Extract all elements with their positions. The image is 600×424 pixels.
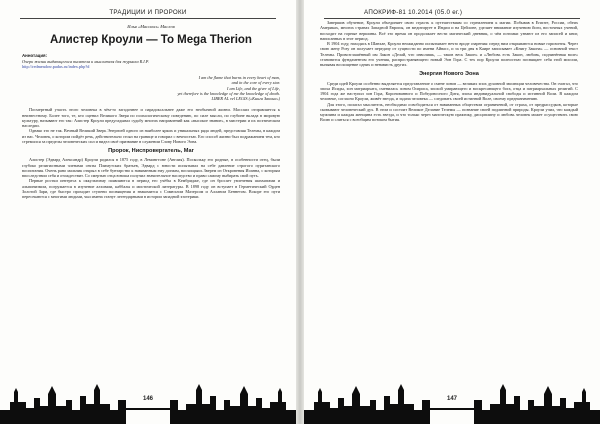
section-paragraph: Первые ростки интереса к оккультизму появляются в период его учёбы в Кембридже, где он бросает увлечения шахматами и альпинизмом, погружается в изучение алхимии, каббалы и мистической литературы. В 1898 году он вступает в Герметический Орден Золотой Зари, где быстро проходит ступени посвящения и знакомится с Сэмюэлом Мазерсом и Алланом Беннетом. Вскоре его пути пересекаются с многими людьми, чьи имена станут легендарными в истории западной эзотерики. xyxy=(22,178,280,199)
section-paragraph: Для этого, полагал мыслитель, необходимо освободиться от навязанных обществом ограничений, от страха, от предрассудков, которые сковывают человеческий дух. В этом и состоит Великое Делание Телемы — познание своей подлинной природы. Кроули учил, что каждый мужчина и каждая женщина есть звезда, и что только через магическую практику, дисциплину и любовь человек может осуществить свою Волю и слиться с всеобщим потоком бытия. xyxy=(320,101,578,123)
epigraph-line: I am Life, and the giver of Life, xyxy=(226,85,280,91)
body-paragraph: Завершив обучение, Кроули объединяет свою страсть к путешествиям со стремлением к магии. Побывав в Египте, России, обеих Америках, многих странах Западной Европы, он медитирует в Индии и на Цейлоне, уделяет внимание изучению йоги, восточных учений, восходит на горные вершины. Всё это время он продолжает вести магический дневник, о чём потомки узнают из его записей и книг, написанных в этот период. xyxy=(320,20,578,41)
epigraph-line: yet therefore is the knowledge of me the knowledge of death. xyxy=(177,90,280,96)
page-number-right: 147 xyxy=(446,396,457,402)
epigraph-line: and in the core of every star. xyxy=(231,80,280,86)
intro-paragraph: Однако это не так. Вечный Великий Зверь Энергией одного из наиболее ярких и уникальных ряда людей, представляя Телемы, в каждом из нас. Человек, о котором пойдёт речь, действительно стоял на границе и говорил с вечностью. Его способ жизни был подражанием тем, кто стремился за пределы человеческих сил и видел своё призвание в служении Слову Нового Эона. xyxy=(22,128,280,144)
right-page-content xyxy=(320,20,578,123)
author-line: Илья «Массаил» Маслов xyxy=(127,24,175,29)
book-gutter xyxy=(296,0,304,424)
section-heading-prophet: Пророк, Ниспровергатель, Маг xyxy=(108,148,194,154)
section-paragraph: Алистер (Эдвард Александр) Кроули родился в 1875 году, в Лемингтоне (Англия). Поскольку его родные, в особенности отец, были глубоко религиозными членами секты Плимутских братьев, Эдвард с юности испытывал на себе давление строгого пуританского воспитания. Очень рано мальчик открыл в себе бунтарство к навязанным ему догмам, восхищаясь Зверем из Откровения Иоанна, с которым впоследствии себя и отождествит. Со смертью отца юноша получил значительное наследство и право самому выбирать свой путь. xyxy=(22,157,280,178)
annotation-text: Очерк жизни выдающегося писателя и мыслителя для журнала R.I.P. xyxy=(22,58,149,64)
article-title: Алистер Кроули — To Mega Therion xyxy=(50,34,252,47)
city-skyline-decoration xyxy=(0,380,296,424)
section-heading-new-aeon: Энергия Нового Эона xyxy=(419,71,479,78)
annotation-link[interactable]: http://redmeadow.padus.ru/index.php?d xyxy=(22,63,90,69)
epigraph-line: I am the flame that burns in every heart of man, xyxy=(198,75,280,80)
city-skyline-decoration xyxy=(304,380,600,424)
left-page xyxy=(0,0,296,424)
running-head-left: ТРАДИЦИИ И ПРОРОКИ xyxy=(20,8,276,19)
intro-paragraph: Посмертный участь этого человека в чём-то загадочнее и парадоксальнее даже его необычной жизни. Массаил отправляется к неизвестному. Более того, те, кто оценил Великого Зверя по психологическому поведению, по силе мысли, по глубине вклада в мировую культуру, называют его так: Алистер Кроули предугадывал судьбу многих направлений как «высокое знание», в мистерии и их поэтическом наследии. xyxy=(22,107,280,128)
epigraph-source: LIBER AL vel LEGIS («Книга Закона») xyxy=(211,96,280,101)
right-page xyxy=(304,0,600,424)
page-number-left: 146 xyxy=(142,396,153,402)
left-page-content xyxy=(22,24,280,199)
running-head-right: АПОКРИФ-81 10.2014 (05.0 ег.) xyxy=(324,8,580,19)
epigraph xyxy=(22,75,280,101)
annotation-label: Аннотация: xyxy=(22,53,48,59)
body-paragraph: В 1904 году, находясь в Шанхае, Кроули неожиданно испытывает нечто вроде озарения: перед ним открываются новые горизонты. Через свою жену Розу он получает передачу от сущности по имени Айвасс, и за три дня в Каире записывает «Книгу Закона» — основной текст Телемы. Провозглашённый им Закон «Делай, что изволишь, — таков весь Закон» и «Любовь есть Закон, любовь, подчинённая воле» становится фундаментом его учения, распространяющего новый Эон Гора. С тех пор Кроули полностью посвящает себя этой миссии, вызывая восхищение одних и ненависть других. xyxy=(320,41,578,67)
section-paragraph: Среди идей Кроули особенно выделяется представление о смене эонов — великих эпох духовной эволюции человечества. Он считал, что эпоха Исиды, эон матриархата, сменилась эоном Осириса, эпохой умирающего и воскресающего бога, отца и патриархальных религий. С 1904 года же наступил эон Гора, Коронованного и Победоносного Дитя, эпоха индивидуальной свободы и истинной Воли. В каждом человеке, согласно Кроули, живёт звезда, и задача человека — следовать своей истинной Воле, своему предназначению. xyxy=(320,80,578,102)
